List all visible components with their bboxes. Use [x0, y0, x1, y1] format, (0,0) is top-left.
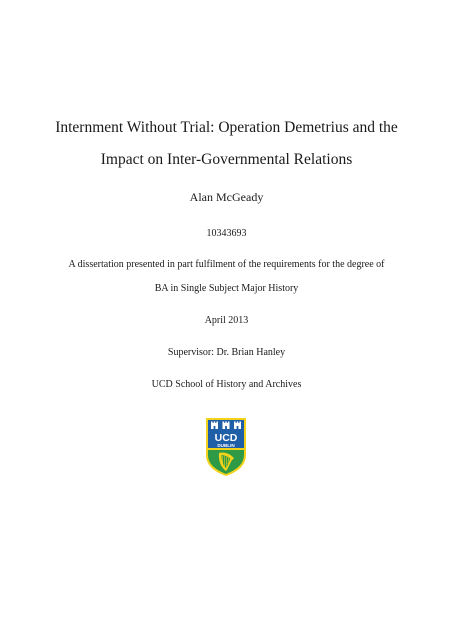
dissertation-title-line-1: Internment Without Trial: Operation Demetrius and the	[55, 119, 398, 136]
supervisor: Supervisor: Dr. Brian Hanley	[167, 347, 286, 358]
school-name: UCD School of History and Archives	[151, 379, 302, 390]
student-number: 10343693	[206, 228, 247, 239]
crest-text-ucd: UCD	[214, 432, 238, 444]
ucd-crest-graphic	[205, 417, 247, 477]
degree-description-line-1: A dissertation presented in part fulfilment of the requirements for the degree of	[68, 259, 385, 270]
degree-description-line-2: BA in Single Subject Major History	[154, 283, 299, 294]
crest-text-dublin: DUBLIN	[217, 443, 235, 448]
submission-date: April 2013	[204, 315, 249, 326]
ucd-crest-icon	[205, 417, 247, 477]
dissertation-title-line-2: Impact on Inter-Governmental Relations	[100, 151, 353, 168]
author-name: Alan McGeady	[189, 190, 264, 204]
